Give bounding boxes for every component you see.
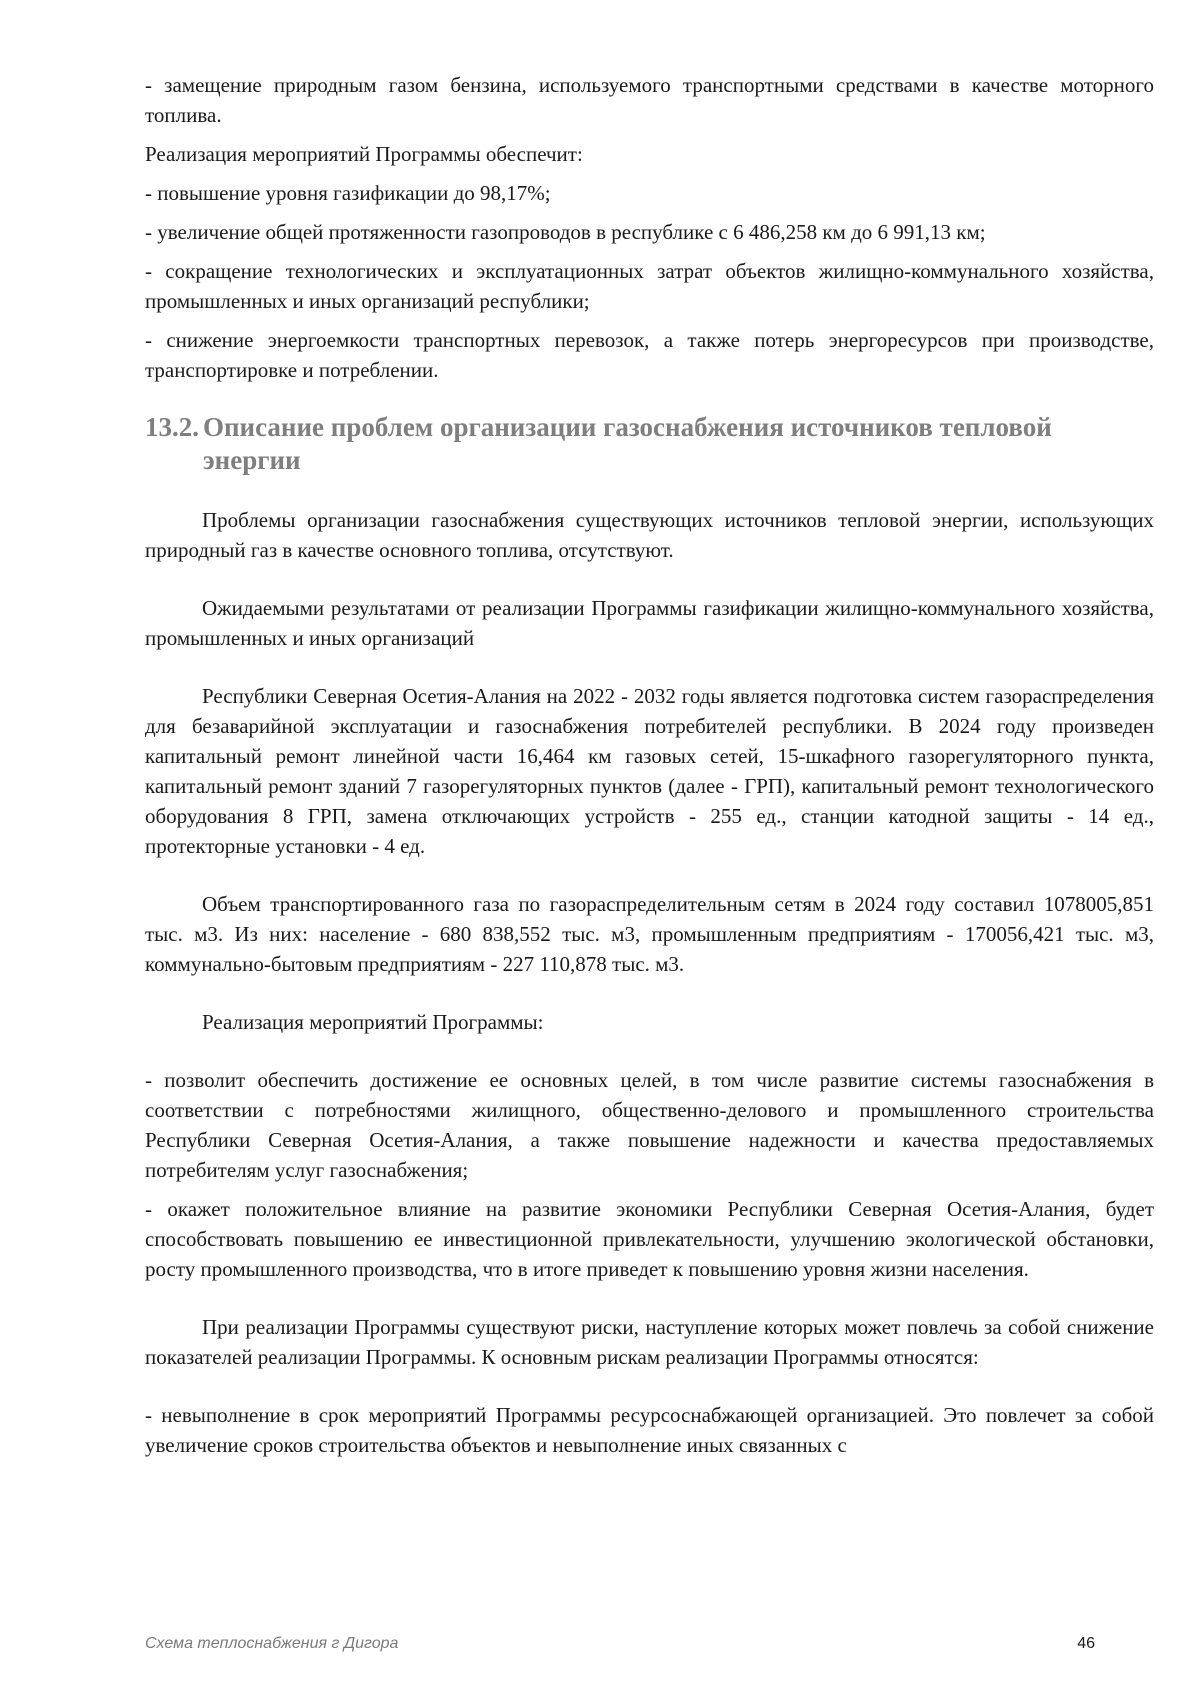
section-title: Описание проблем организации газоснабжения источников тепловой энергии — [203, 412, 1052, 475]
document-page — [145, 70, 1154, 1460]
paragraph: Реализация мероприятий Программы: — [202, 1010, 544, 1034]
footer-title: Схема теплоснабжения г Дигора — [145, 1635, 399, 1652]
list-item: - повышение уровня газификации до 98,17%; — [145, 181, 551, 205]
paragraph: Проблемы организации газоснабжения существующих источников тепловой энергии, использующих природный газ в качестве основного топлива, отсутствуют. — [145, 508, 1154, 562]
list-item: - позволит обеспечить достижение ее основных целей, в том числе развитие системы газоснабжения в соответствии с потребностями жилищного, общественно-делового и промышленного строительства Республики Северная Осетия-Алания, а также повышение надежности и качества предоставляемых потребителям услуг газоснабжения; — [145, 1068, 1154, 1182]
paragraph: Ожидаемыми результатами от реализации Программы газификации жилищно-коммунального хозяйства, промышленных и иных организаций — [145, 596, 1154, 650]
list-item: - окажет положительное влияние на развитие экономики Республики Северная Осетия-Алания, будет способствовать повышению ее инвестиционной привлекательности, улучшению экологической обстановки, росту промышленного производства, что в итоге приведет к повышению уровня жизни населения. — [145, 1197, 1154, 1281]
paragraph: Реализация мероприятий Программы обеспечит: — [145, 142, 583, 166]
page-footer — [145, 1635, 1095, 1653]
list-item: - сокращение технологических и эксплуатационных затрат объектов жилищно-коммунального хозяйства, промышленных и иных организаций республики; — [145, 259, 1154, 313]
list-item: - невыполнение в срок мероприятий Программы ресурсоснабжающей организацией. Это повлечет за собой увеличение сроков строительства объектов и невыполнение иных связанных с — [145, 1403, 1154, 1457]
section-heading — [145, 411, 1154, 477]
section-number: 13.2. — [145, 412, 199, 442]
paragraph: Республики Северная Осетия-Алания на 2022 - 2032 годы является подготовка систем газораспределения для безаварийной эксплуатации и газоснабжения потребителей республики. В 2024 году произведен капитальный ремонт линейной части 16,464 км газовых сетей, 15-шкафного газорегуляторного пункта, капитальный ремонт зданий 7 газорегуляторных пунктов (далее - ГРП), капитальный ремонт технологического оборудования 8 ГРП, замена отключающих устройств - 255 ед., станции катодной защиты - 14 ед., протекторные установки - 4 ед. — [145, 684, 1154, 858]
paragraph: При реализации Программы существуют риски, наступление которых может повлечь за собой снижение показателей реализации Программы. К основным рискам реализации Программы относятся: — [145, 1315, 1154, 1369]
page-number: 46 — [1077, 1635, 1095, 1652]
paragraph: - замещение природным газом бензина, используемого транспортными средствами в качестве моторного топлива. — [145, 73, 1154, 127]
list-item: - увеличение общей протяженности газопроводов в республике с 6 486,258 км до 6 991,13 км; — [145, 220, 986, 244]
paragraph: Объем транспортированного газа по газораспределительным сетям в 2024 году составил 1078005,851 тыс. м3. Из них: население - 680 838,552 тыс. м3, промышленным предприятиям - 170056,421 тыс. м3, коммунально-бытовым предприятиям - 227 110,878 тыс. м3. — [145, 892, 1154, 976]
list-item: - снижение энергоемкости транспортных перевозок, а также потерь энергоресурсов при производстве, транспортировке и потреблении. — [145, 328, 1154, 382]
